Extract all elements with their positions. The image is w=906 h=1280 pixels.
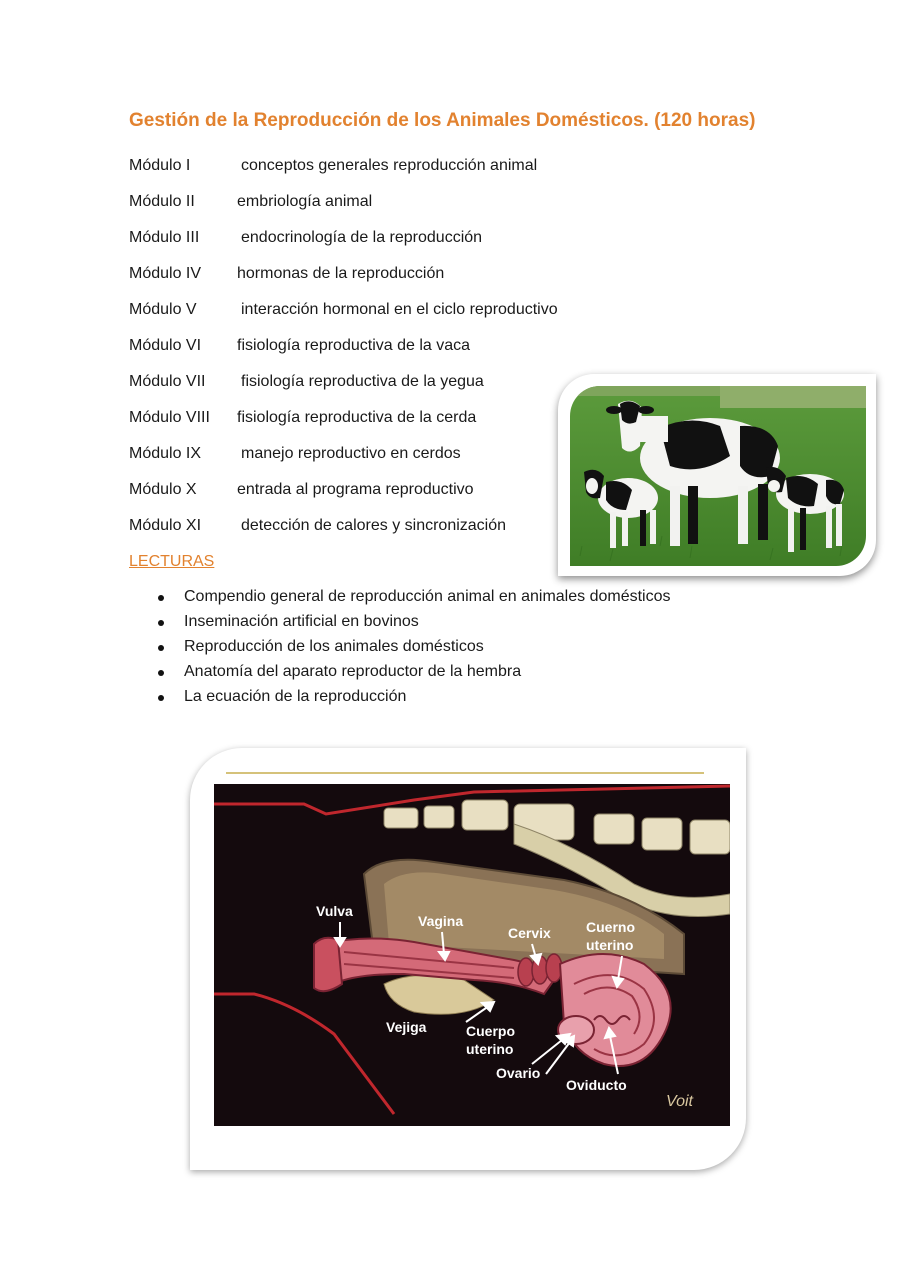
bullet-icon <box>158 620 164 626</box>
reading-item <box>155 688 671 713</box>
reading-label: Reproducción de los animales domésticos <box>184 638 484 655</box>
module-description: entrada al programa reproductivo <box>237 481 474 498</box>
module-description: endocrinología de la reproducción <box>241 229 483 246</box>
module-number: Módulo I <box>129 157 191 174</box>
cow-photo <box>570 386 866 566</box>
module-description: fisiología reproductiva de la yegua <box>241 373 484 390</box>
reading-label: Inseminación artificial en bovinos <box>184 613 419 630</box>
label-cuerpo-uterino: uterino <box>466 1041 514 1057</box>
module-number: Módulo IX <box>129 445 202 462</box>
module-description: manejo reproductivo en cerdos <box>241 445 461 462</box>
reading-label: La ecuación de la reproducción <box>184 688 407 705</box>
reading-item <box>155 588 671 613</box>
module-number: Módulo X <box>129 481 197 498</box>
reading-label: Compendio general de reproducción animal en animales domésticos <box>184 588 671 605</box>
anatomy-figure-frame <box>190 748 746 1170</box>
readings-list <box>155 588 671 713</box>
module-description: detección de calores y sincronización <box>241 517 507 534</box>
label-vulva: Vulva <box>316 903 353 919</box>
module-number: Módulo IV <box>129 265 202 282</box>
module-number: Módulo III <box>129 229 200 246</box>
cows-illustration <box>570 386 866 566</box>
bullet-icon <box>158 670 164 676</box>
module-description: conceptos generales reproducción animal <box>241 157 538 174</box>
document-title: Gestión de la Reproducción de los Animales Domésticos. (120 horas) <box>129 110 756 131</box>
module-number: Módulo VIII <box>129 409 210 426</box>
reading-label: Anatomía del aparato reproductor de la hembra <box>184 663 522 680</box>
reading-item <box>155 638 671 663</box>
reading-item <box>155 613 671 638</box>
anatomy-illustration <box>214 784 730 1126</box>
label-vejiga: Vejiga <box>386 1019 427 1035</box>
reading-item <box>155 663 671 688</box>
label-cuerno: Cuerno <box>586 919 635 935</box>
module-number: Módulo VI <box>129 337 202 354</box>
module-number: Módulo VII <box>129 373 206 390</box>
lecturas-link[interactable]: LECTURAS <box>129 553 215 570</box>
frame-divider <box>226 772 704 774</box>
module-description: fisiología reproductiva de la vaca <box>237 337 471 354</box>
module-number: Módulo V <box>129 301 197 318</box>
cow-photo-frame <box>558 374 876 576</box>
label-vagina: Vagina <box>418 913 464 929</box>
label-cuerno-uterino: uterino <box>586 937 634 953</box>
artist-signature: Voit <box>666 1093 693 1110</box>
module-description: hormonas de la reproducción <box>237 265 445 282</box>
module-number: Módulo XI <box>129 517 202 534</box>
label-cuerpo: Cuerpo <box>466 1023 515 1039</box>
bullet-icon <box>158 595 164 601</box>
label-ovario: Ovario <box>496 1065 541 1081</box>
label-cervix: Cervix <box>508 925 551 941</box>
label-oviducto: Oviducto <box>566 1077 627 1093</box>
module-description: fisiología reproductiva de la cerda <box>237 409 477 426</box>
module-description: embriología animal <box>237 193 373 210</box>
bullet-icon <box>158 645 164 651</box>
bullet-icon <box>158 695 164 701</box>
module-description: interacción hormonal en el ciclo reproductivo <box>241 301 558 318</box>
module-number: Módulo II <box>129 193 195 210</box>
